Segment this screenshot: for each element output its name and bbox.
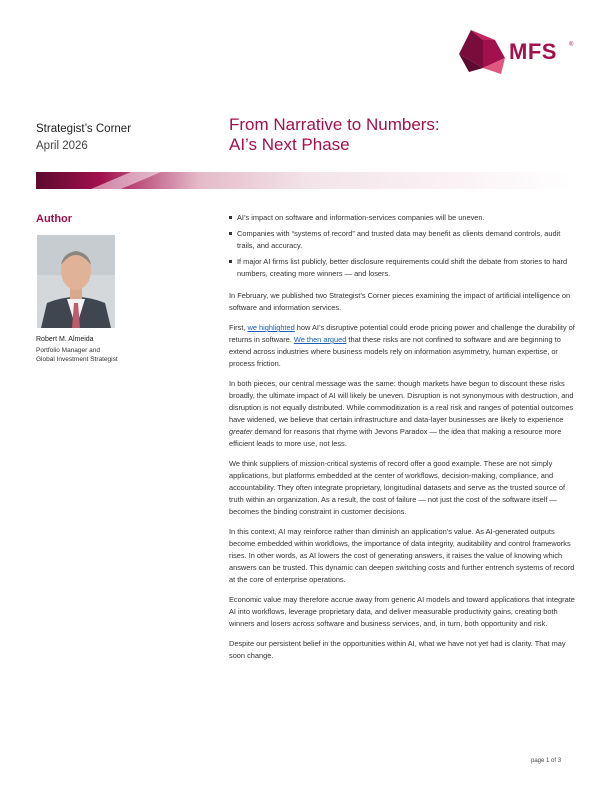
paragraph-2 <box>229 322 576 370</box>
author-role-line-1: Portfolio Manager and <box>36 347 100 354</box>
page-title <box>229 115 589 155</box>
author-role <box>36 346 186 364</box>
author-name: Robert M. Almeida <box>36 336 94 343</box>
registered-mark: ® <box>569 42 574 48</box>
title-line-1: From Narrative to Numbers: <box>229 115 440 134</box>
key-points-list <box>229 212 576 280</box>
p2-text-b: how AI’s disruptive potential could erode pricing power and challenge the durability of returns in software. <box>229 323 575 344</box>
author-role-line-2: Global Investment Strategist <box>36 356 118 363</box>
author-photo <box>37 235 115 328</box>
paragraph-6: Economic value may therefore accrue away from generic AI models and toward applications that integrate AI into workflows, leverage proprietary data, and deliver measurable productivity gains, creating both winners and losers across software and business services, and, in turn, both opportunity and risk. <box>229 595 575 628</box>
key-point <box>229 228 576 252</box>
paragraph-3 <box>229 378 576 450</box>
we-then-argued-link[interactable]: We then argued <box>293 335 347 344</box>
author-heading: Author <box>36 213 73 225</box>
paragraph-5: In this context, AI may reinforce rather than diminish an application’s value. As AI-generated outputs become embedded within workflows, the importance of data integrity, auditability and control frameworks rises. In other words, as AI lowers the cost of generating answers, it raises the value of knowing which answers can be trusted. This dynamic can deepen switching costs and further entrench systems of record at the core of enterprise operations. <box>229 527 575 584</box>
bullet-square-icon <box>229 232 232 235</box>
title-line-2: AI’s Next Phase <box>229 135 350 154</box>
p3-emphasis: greater <box>229 427 253 436</box>
we-highlighted-link[interactable]: we highlighted <box>247 323 295 332</box>
p3-text-b: demand for reasons that rhyme with Jevons Paradox — the idea that making a resource more efficient leads to more use, not less. <box>229 427 562 448</box>
key-point-text: If major AI firms list publicly, better disclosure requirements could shift the debate from stories to hard numbers, creating more winners — and losers. <box>237 257 568 278</box>
decorative-band <box>36 172 576 189</box>
key-point <box>229 212 576 224</box>
key-point <box>229 256 576 280</box>
paragraph-1: In February, we published two Strategist’s Corner pieces examining the impact of artificial intelligence on software and information services. <box>229 291 571 312</box>
p2-text-c: that these risks are not confined to software and are beginning to extend across industries where business models rely on information asymmetry, human expertise, or process friction. <box>229 335 561 368</box>
paragraph-4: We think suppliers of mission-critical systems of record offer a good example. These are not simply applications, but platforms embedded at the center of workflows, decision-making, compliance, and accountability. They often integrate proprietary, longitudinal datasets and serve as the trusted source of truth within an organization. As a result, the cost of failure — not just the cost of the software itself — becomes the binding constraint in customer decisions. <box>229 459 566 516</box>
p3-text-a: In both pieces, our central message was the same: though markets have begun to discount these risks broadly, the ultimate impact of AI will likely be uneven. Disruption is not synonymous with destruction, and disruption is not equally distributed. While commoditization is a real risk and ranges of potential outcomes have widened, we believe that certain infrastructure and data-layer businesses are likely to experience <box>229 379 574 424</box>
article-body <box>229 212 576 670</box>
paragraph-7: Despite our persistent belief in the opportunities within AI, what we have not yet had is clarity. That may soon change. <box>229 639 566 660</box>
bullet-square-icon <box>229 260 232 263</box>
p2-text-a: First, <box>229 323 248 332</box>
key-point-text: Companies with “systems of record” and trusted data may benefit as clients demand controls, audit trails, and accuracy. <box>237 229 561 250</box>
section-label: Strategist’s Corner <box>36 123 132 135</box>
key-point-text: AI’s impact on software and information-services companies will be uneven. <box>237 213 485 222</box>
publication-date: April 2026 <box>36 140 88 152</box>
bullet-square-icon <box>229 216 232 219</box>
logo-wordmark: MFS <box>509 39 557 64</box>
page-number: page 1 of 3 <box>531 758 562 764</box>
